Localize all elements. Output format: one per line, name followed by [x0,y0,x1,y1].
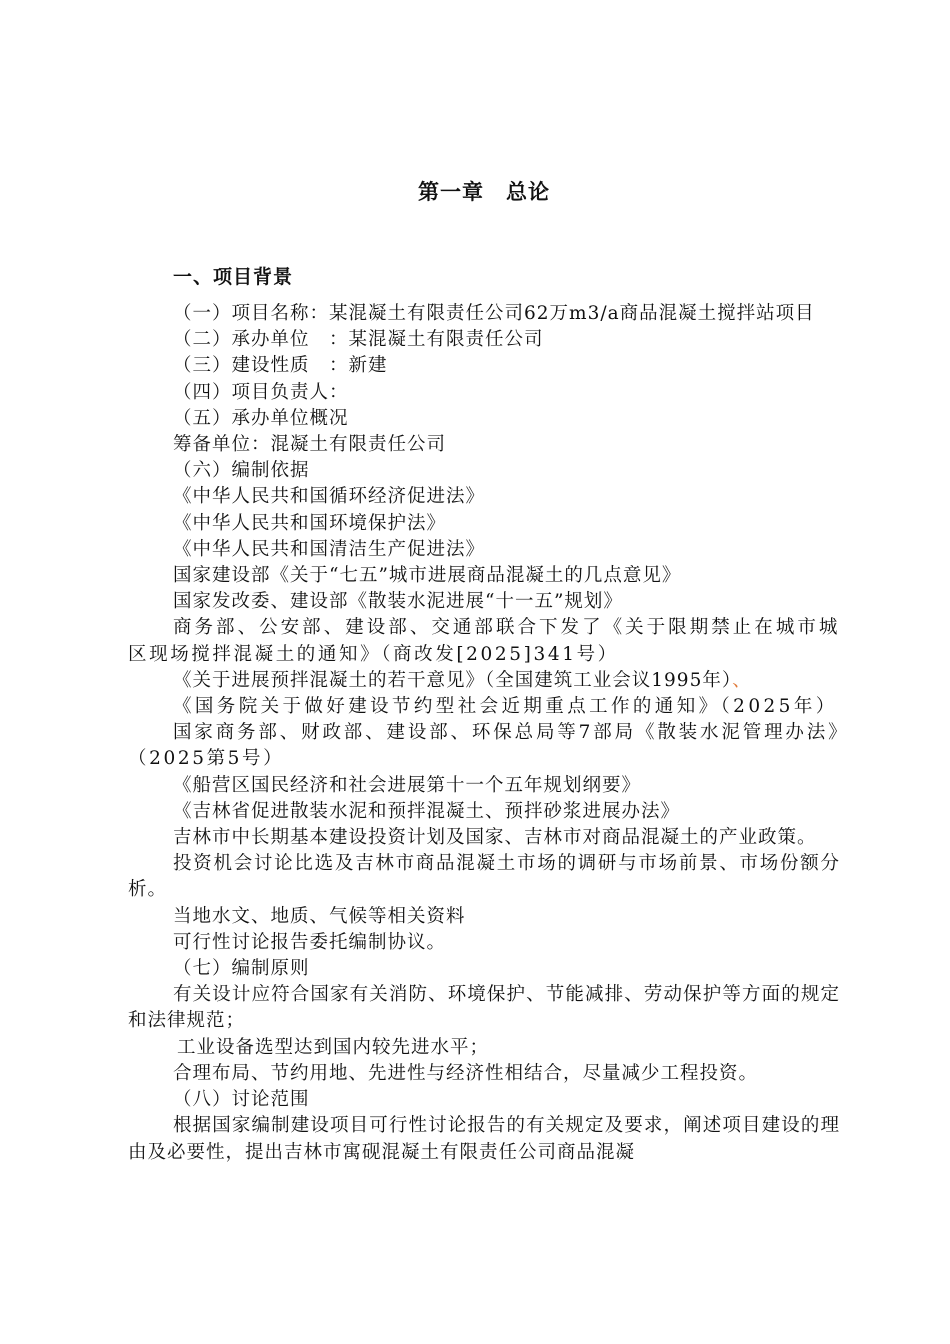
trailing-mark: 、 [732,669,752,691]
paragraph-scope-detail: 根据国家编制建设项目可行性讨论报告的有关规定及要求，阐述项目建设的理由及必要性，提出吉林市寓砚混凝土有限责任公司商品混凝 [128,1115,840,1163]
paragraph-compilation-basis: （六）编制依据 [173,460,310,482]
paragraph-discussion-scope: （八）讨论范围 [173,1089,310,1111]
paragraph-agreement: 可行性讨论报告委托编制协议。 [173,931,447,953]
paragraph-law-environment: 《中华人民共和国环境保护法》 [173,512,447,534]
paragraph-project-name: （一）项目名称：某混凝土有限责任公司62万m3/a商品混凝土搅拌站项目 [173,303,815,324]
paragraph-district-plan: 《船营区国民经济和社会进展第十一个五年规划纲要》 [173,774,642,796]
paragraph-market-research: 投资机会讨论比选及吉林市商品混凝土市场的调研与市场前景、市场份额分析。 [128,853,840,901]
paragraph-local-data: 当地水文、地质、气候等相关资料 [173,905,466,927]
paragraph-compilation-principles: （七）编制原则 [173,958,310,980]
paragraph-law-clean-production: 《中华人民共和国清洁生产促进法》 [173,538,486,560]
paragraph-project-leader: （四）项目负责人： [173,381,349,403]
paragraph-preparatory-unit: 筹备单位：混凝土有限责任公司 [173,434,447,456]
paragraph-cement-plan: 国家发改委、建设部《散装水泥进展“十一五”规划》 [173,591,623,613]
paragraph-cement-management: 国家商务部、财政部、建设部、环保总局等7部局《散装水泥管理办法》（2025第5号） [128,722,840,770]
paragraph-layout-principle: 合理布局、节约用地、先进性与经济性相结合，尽量减少工程投资。 [173,1062,759,1084]
paragraph-host-unit: （二）承办单位 ：某混凝土有限责任公司 [173,329,544,351]
paragraph-joint-notice: 商务部、公安部、建设部、交通部联合下发了《关于限期禁止在城市城区现场搅拌混凝土的通知》（商改发[2025]341号） [128,617,840,665]
paragraph-premix-opinion [128,668,840,694]
paragraph-design-compliance: 有关设计应符合国家有关消防、环境保护、节能减排、劳动保护等方面的规定和法律规范； [128,984,840,1032]
paragraph-host-unit-overview: （五）承办单位概况 [173,407,349,429]
premix-opinion-text: 《关于进展预拌混凝土的若干意见》（全国建筑工业会议1995年） [173,669,733,691]
paragraph-ministry-opinion: 国家建设部《关于“七五”城市进展商品混凝土的几点意见》 [173,565,682,587]
paragraph-jilin-investment-plan: 吉林市中长期基本建设投资计划及国家、吉林市对商品混凝土的产业政策。 [173,827,817,849]
section-heading: 一、项目背景 [173,266,294,288]
paragraph-construction-nature: （三）建设性质 ：新建 [173,355,388,377]
paragraph-state-council-notice: 《国务院关于做好建设节约型社会近期重点工作的通知》（2025年） [173,696,838,718]
paragraph-law-circular-economy: 《中华人民共和国循环经济促进法》 [173,486,486,508]
document-body [128,301,840,1166]
chapter-title: 第一章 总论 [418,180,550,204]
paragraph-jilin-measures: 《吉林省促进散装水泥和预拌混凝土、预拌砂浆进展办法》 [173,800,681,822]
paragraph-equipment-selection: 工业设备选型达到国内较先进水平； [177,1036,490,1058]
